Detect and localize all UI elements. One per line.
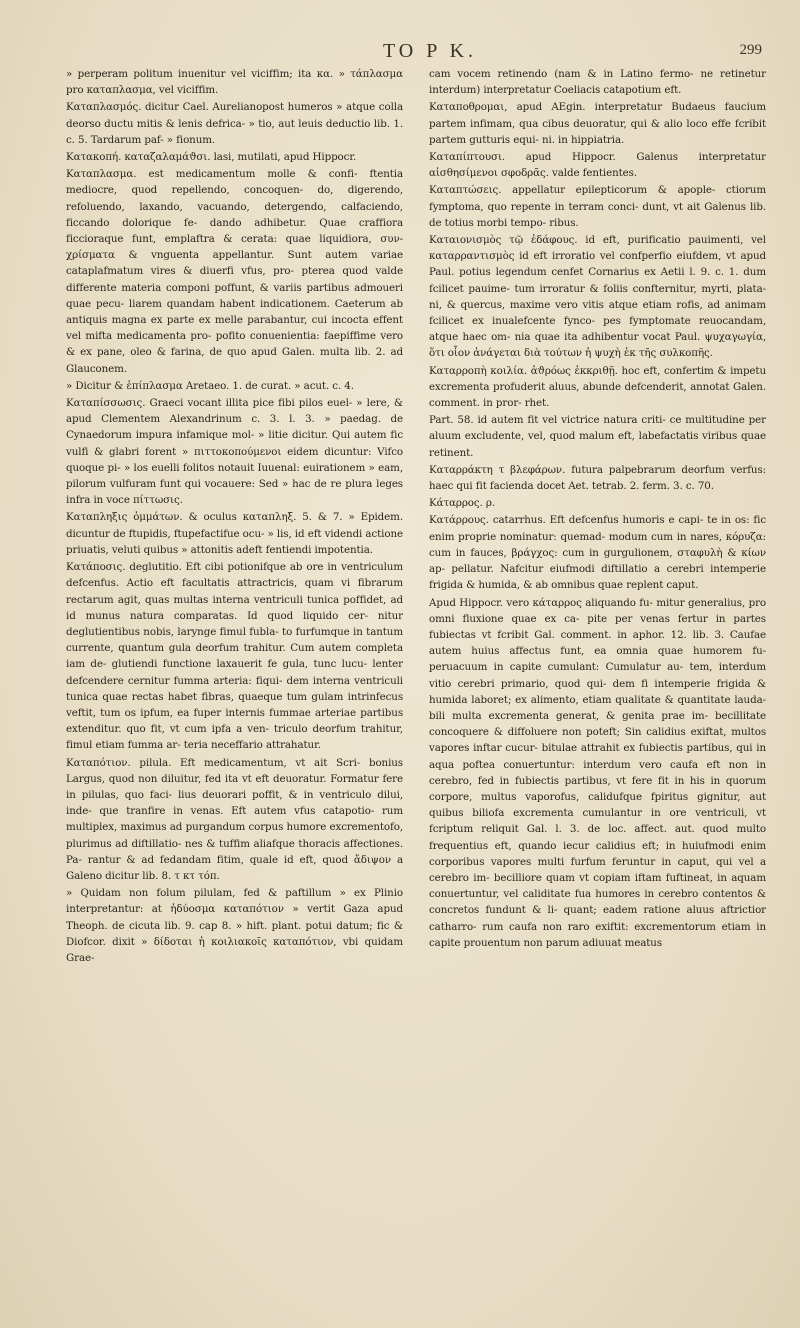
- left-column: [66, 66, 403, 1306]
- entry-paragraph: Καταιονισμὸς τῷ ἐδάφους. id eft, purificatio pauimenti, vel καταρραντισμὸς id eft irroratio vel confperfio eiufdem, vt apud Paul. potius legendum cenfet Cornarius ex Aetii l. 9. c. 1. dum fcilicet pauime- tum irroratur & foliis confternitur, myrti, plata- ni, & quercus, maxime vero vitis atque etiam rofis, ad animam fcilicet ex inualefcente fynco- pes fymptomate reuocandam, atque haec om- nia quae ita adhibentur vocat Paul. ψυχαγωγία, ὅτι οἷον ἀνάγεται διὰ τούτων ἡ ψυχὴ ἐκ τῆς συλκοπῆς.: [429, 234, 766, 360]
- entry-paragraph: Καταπλασμός. dicitur Cael. Aurelianopost humeros » atque colla deorso ductu mitis & lenis defrica- » tio, aut leuis deductio lib. 1. c. 5. Tardarum paf- » fionum.: [66, 101, 403, 146]
- entry-paragraph: » perperam politum inuenitur vel viciffim; ita κα. » τάπλασμα pro καταπλασμα, vel viciffim.: [66, 68, 403, 97]
- entry-paragraph: Καταπτώσεις. appellatur epilepticorum & apople- ctiorum fymptoma, quo repente in terram conci- dunt, vt ait Galenus lib. de totius morbi tempo- ribus.: [429, 184, 766, 229]
- entry-paragraph: » Quidam non folum pilulam, fed & paftillum » ex Plinio interpretantur: at ἡδύοσμα καταπότιον » vertit Gaza apud Theoph. de cicuta lib. 9. cap 8. » hift. plant. potui datum; fic & Diofcor. dixit » δίδοται ἡ κοιλιακοῖς καταπότιον, vbi quidam Grae-: [66, 887, 403, 964]
- text-columns: [66, 66, 766, 1306]
- entry-paragraph: Κάταρρος. ρ.: [429, 497, 496, 510]
- entry-paragraph: cam vocem retinendo (nam & in Latino fermo- ne retinetur interdum) interpretatur Coeliacis catapotium eft.: [429, 68, 766, 97]
- entry-paragraph: Κατάποσις. deglutitio. Eft cibi potionifque ab ore in ventriculum defcenfus. Actio eft facultatis attractricis, quam vi fibrarum rectarum agit, quas multas interna ventriculi tunica poffidet, ad id munus natura comparatas. Id quod liquido cer- nitur deglutientibus nobis, larynge fimul fubla- to furfumque in tantum currente, quantum gula deorfum trahitur. Cum autem completa iam de- glutiendi functione laxauerit fe gula, tunc lucu- lenter defcendere cernitur fumma arteria: fiqui- dem interna ventriculi tunica quae rectas habet fibras, quaeque tum gulam intrinfecus veftit, tum os ipfum, ea fuper internis fummae arteriae partibus extenditur. quo fit, vt cum ipfa a ven- triculo deorfum trahitur, fimul etiam fumma ar- teria neceffario attrahatur.: [66, 561, 403, 752]
- entry-paragraph: Καταπλασμα. est medicamentum molle & confi- ftentia mediocre, quod repellendo, concoquen- do, digerendo, refoluendo, laxando, vacuando, detergendo, calfaciendo, ficcando dolorique fe- dando adhibetur. Quae craffiora ficcioraque funt, emplaftra & cerata: quae liquidiora, συν- χρίσματα & vnguenta appellantur. Sunt autem variae cataplafmatum vires & diuerfi vfus, pro- pterea quod valde differente materia componi poffunt, & variis partibus admoueri quae pecu- liarem quandam habent indicationem. Caeterum ab antiquis magna ex parte ex melle parabantur, cui incocta effent vel mifta medicamenta pro- pofito conuenientia: faepiffime vero & ex pane, oleo & farina, de quo apud Galen. multa lib. 2. ad Glauconem.: [66, 168, 403, 375]
- running-head: TO P K.: [382, 40, 478, 62]
- entry-paragraph: Καταπληξις ὀμμάτων. & oculus καταπληξ. 5. & 7. » Epidem. dicuntur de ftupidis, ftupefactifue ocu- » lis, id eft videndi actione priuatis, veluti quibus » attonitis adeft fentiendi impotentia.: [66, 511, 403, 556]
- entry-paragraph: Καταπίπτουσι. apud Hippocr. Galenus interpretatur αἰσθησίμενοι σφοδρᾶς. valde fentientes.: [429, 151, 766, 180]
- entry-paragraph: Καταπίσσωσις. Graeci vocant illita pice fibi pilos euel- » lere, & apud Clementem Alexandrinum c. 3. l. 3. » paedag. de Cynaedorum impura infamique mol- » litie dicitur. Qui autem fic vulfi & glabri forent » πιττοκοπούμενοι eidem dicuntur: Vifco quoque pi- » los euelli folitos notauit Iuuenal: euirationem » eam, pilorum vulfuram funt qui vocauere: Sed » hac de re plura leges infra in voce πίττωσις.: [66, 397, 403, 507]
- entry-paragraph: » Dicitur & ἐπίπλασμα Aretaeo. 1. de curat. » acut. c. 4.: [66, 379, 354, 392]
- page-number: 299: [739, 42, 762, 58]
- entry-paragraph: Καταρροπὴ κοιλία. ἀϑρόως ἐκκριθῇ. hoc eft, confertim & impetu excrementa profuderit aluus, abunde defcenderit, annotat Galen. comment. in pror- rhet.: [429, 364, 766, 410]
- page-header: [60, 40, 800, 64]
- entry-paragraph: Part. 58. id autem fit vel victrice natura criti- ce multitudine per aluum excludente, vel, quod malum eft, labefactatis viribus quae retinent.: [429, 414, 766, 459]
- entry-paragraph: Καταρράκτη τ βλεφάρων. futura palpebrarum deorfum verfus: haec qui fit facienda docet Aet. tetrab. 2. ferm. 3. c. 70.: [429, 463, 766, 493]
- entry-paragraph: Καταποθρομαι, apud AEgin. interpretatur Budaeus faucium partem infimam, qua cibus deuoratur, qui & alio loco effe fcribit partem gutturis equi- ni. in hippiatria.: [429, 101, 766, 146]
- entry-paragraph: Κατάρρους. catarrhus. Eft defcenfus humoris e capi- te in os: fic enim proprie nominatur: quemad- modum cum in nares, κόρυζα: cum in fauces, βράγχος: cum in gurgulionem, σταφυλὴ & κίων ap- pellatur. Nafcitur eiufmodi diftillatio a cerebri intemperie frigida & humida, & ab omnibus quae replent caput.: [429, 514, 766, 592]
- entry-paragraph: Apud Hippocr. vero κάταρρος aliquando fu- mitur generalius, pro omni fluxione quae ex ca- pite per venas fertur in partes fubiectas vt fcribit Gal. comment. in aphor. 12. lib. 3. Caufae autem huius affectus funt, ea omnia quae humorem fu- peruacuum in capite cumulant: Cumulatur au- tem, interdum vitio cerebri primario, quod qui- dem fi intemperie frigida & humida laboret; ex alimento, etiam qualitate & quantitate lauda- bili multa excrementa generat, & genita prae im- becillitate concoquere & diffoluere non poteft; Sin calidius exiftat, multos vapores inftar cucur- bitulae attrahit ex fubiectis partibus, qui in aqua poftea conuertuntur: interdum vero caufa eft non in cerebro, fed in fubiectis partibus, vt fere fit in his in quorum corpore, multus vaporofus, calidufque fpiritus gignitur, aut quibus biliofa excrementa cumulantur in ore ventriculi, vt fcriptum reliquit Gal. l. 3. de loc. affect. aut. quod multo frequentius eft, quando iecur calidius eft; in huiufmodi enim corporibus vapores multi furfum feruntur in caput, qui vel a cerebro im- becilliore quam vt copiam iftam fuftineat, in aquam conuertuntur, vel caliditate fua humores in cerebro contentos & concretos fundunt & li- quant; eadem ratione aluus aftrictior catharro- rum caufa non raro exiftit: excrementorum etiam in capite prouentum non parum adiuuat meatus: [429, 596, 766, 949]
- right-column: [429, 66, 766, 1306]
- entry-paragraph: Καταπότιον. pilula. Eft medicamentum, vt ait Scri- bonius Largus, quod non diluitur, fed ita vt eft deuoratur. Formatur fere in pilulas, quo faci- lius deuorari poffit, & in ventriculo dilui, inde- que tranfire in venas. Eft autem vfus catapotio- rum multiplex, maximus ad purgandum corpus humore excrementofo, plurimus ad diftillatio- nes & tuffim aliafque thoracis affectiones. Pa- rantur & ad fedandam fitim, quale id eft, quod ἄδιψον a Galeno dicitur lib. 8. τ κτ τόπ.: [66, 756, 403, 882]
- entry-paragraph: Κατακοπή. καταζαλαμάϑσι. lasi, mutilati, apud Hippocr.: [66, 151, 357, 164]
